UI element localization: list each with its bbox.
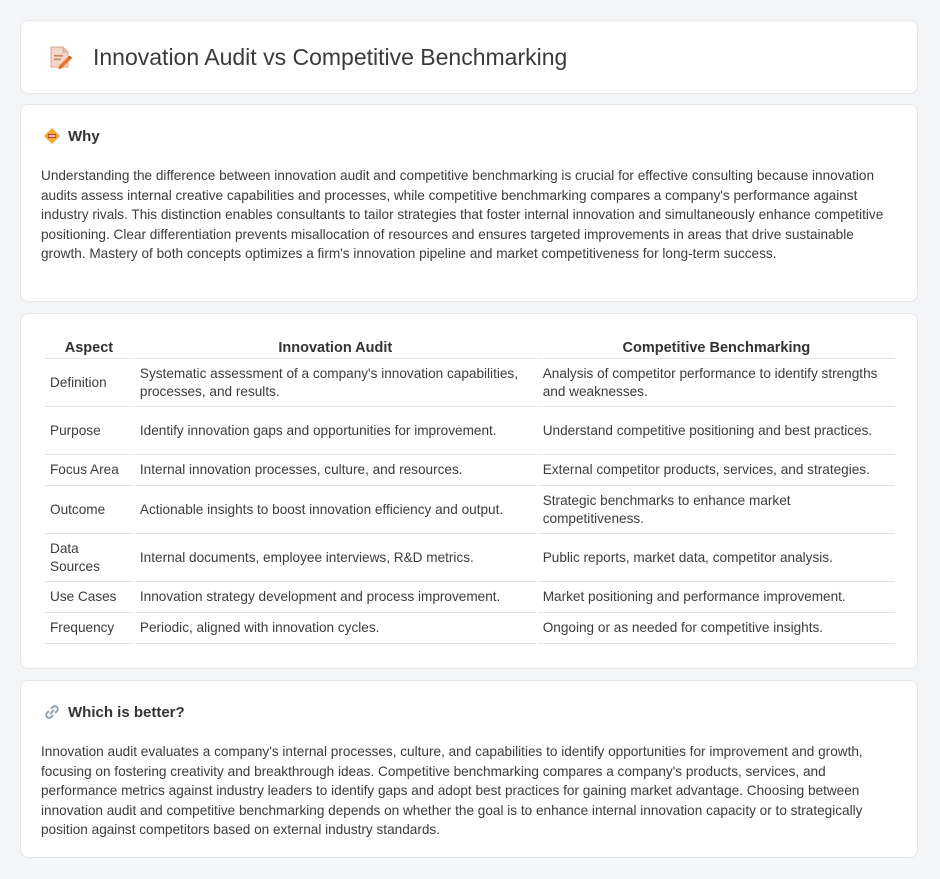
row-aspect: Focus Area	[45, 455, 133, 486]
table-row	[45, 582, 895, 613]
why-heading: Why	[68, 127, 100, 145]
link-icon	[43, 703, 61, 721]
comparison-section	[20, 313, 918, 669]
row-competitive-benchmarking: Strategic benchmarks to enhance market competitiveness.	[538, 486, 895, 534]
row-competitive-benchmarking: Market positioning and performance improvement.	[538, 582, 895, 613]
row-innovation-audit: Internal documents, employee interviews, R&D metrics.	[135, 534, 536, 582]
diamond-warning-icon	[43, 127, 61, 145]
row-aspect: Definition	[45, 359, 133, 407]
title-card	[20, 20, 918, 94]
row-competitive-benchmarking: Public reports, market data, competitor analysis.	[538, 534, 895, 582]
why-section	[20, 104, 918, 302]
table-row	[45, 359, 895, 407]
row-aspect: Purpose	[45, 407, 133, 455]
row-innovation-audit: Actionable insights to boost innovation efficiency and output.	[135, 486, 536, 534]
header-competitive-benchmarking: Competitive Benchmarking	[538, 335, 895, 359]
row-aspect: Use Cases	[45, 582, 133, 613]
table-header-row	[45, 335, 895, 359]
row-innovation-audit: Internal innovation processes, culture, and resources.	[135, 455, 536, 486]
row-competitive-benchmarking: Understand competitive positioning and best practices.	[538, 407, 895, 455]
why-text: Understanding the difference between innovation audit and competitive benchmarking is crucial for effective consulting because innovation audits assess internal creative capabilities and processes, while competitive benchmarking compares a company's performance against industry rivals. This distinction enables consultants to tailor strategies that foster internal innovation and simultaneously enhance competitive positioning. Clear differentiation prevents misallocation of resources and ensures targeted improvements in areas that drive sustainable growth. Mastery of both concepts optimizes a firm's innovation pipeline and market competitiveness for long-term success.	[41, 168, 884, 261]
table-row	[45, 613, 895, 644]
table-row	[45, 407, 895, 455]
row-aspect: Frequency	[45, 613, 133, 644]
row-innovation-audit: Innovation strategy development and process improvement.	[135, 582, 536, 613]
table-row	[45, 486, 895, 534]
header-aspect: Aspect	[45, 335, 133, 359]
which-is-better-section	[20, 680, 918, 858]
table-row	[45, 455, 895, 486]
row-innovation-audit: Identify innovation gaps and opportunities for improvement.	[135, 407, 536, 455]
which-is-better-text: Innovation audit evaluates a company's internal processes, culture, and capabilities to identify opportunities for improvement and growth, focusing on fostering creativity and breakthrough ideas. Competitive benchmarking compares a company's products, services, and performance metrics against industry leaders to identify gaps and adopt best practices for gaining market advantage. Choosing between innovation audit and competitive benchmarking depends on whether the goal is to enhance internal innovation capacity or to strategically position against competitors based on external industry standards.	[41, 744, 863, 837]
row-competitive-benchmarking: External competitor products, services, and strategies.	[538, 455, 895, 486]
which-is-better-heading: Which is better?	[68, 703, 185, 721]
page-title: Innovation Audit vs Competitive Benchmarking	[93, 43, 568, 70]
document-pencil-icon	[47, 44, 73, 70]
row-competitive-benchmarking: Ongoing or as needed for competitive insights.	[538, 613, 895, 644]
row-competitive-benchmarking: Analysis of competitor performance to identify strengths and weaknesses.	[538, 359, 895, 407]
row-innovation-audit: Systematic assessment of a company's innovation capabilities, processes, and results.	[135, 359, 536, 407]
row-aspect: Data Sources	[45, 534, 133, 582]
row-aspect: Outcome	[45, 486, 133, 534]
row-innovation-audit: Periodic, aligned with innovation cycles.	[135, 613, 536, 644]
comparison-table	[43, 335, 897, 644]
header-innovation-audit: Innovation Audit	[135, 335, 536, 359]
table-row	[45, 534, 895, 582]
